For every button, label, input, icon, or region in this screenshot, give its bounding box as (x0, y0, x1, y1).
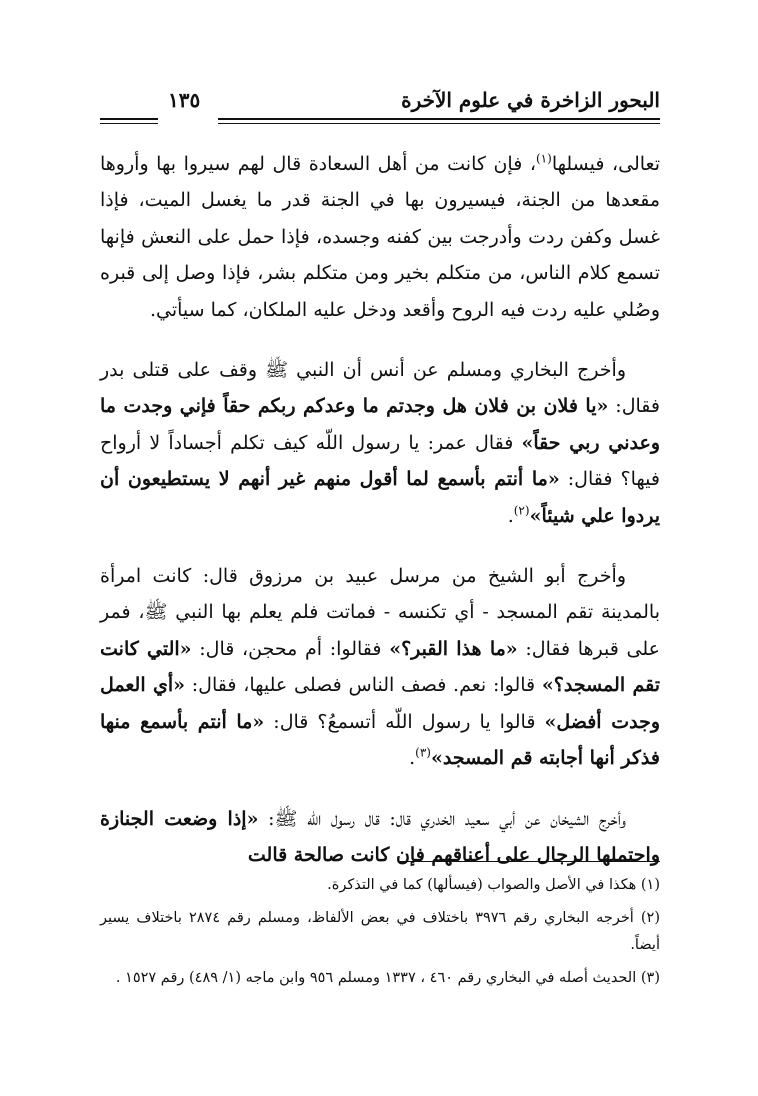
paragraph-text: ، فإن كانت من أهل السعادة قال لهم سيروا بها وأروها مقعدها من الجنة، فيسيرون بها في الجنة قدر ما يغسل الميت، فإذا غسل وكفن ردت وأدرجت بين كفنه وجسده، فإذا حمل على النعش فإنها تسمع كلام الناس، من متكلم بخير ومن متكلم بشر، فإذا وصل إلى قبره وصُلي عليه ردت فيه الروح وأقعد ودخل عليه الملكان، كما سيأتي. (100, 153, 660, 321)
paragraph-text: وأخرج الشيخان عن أبي سعيد الخدري قال: قال رسول اللّه ﷺ: (258, 807, 626, 830)
footnote: (٣) الحديث أصله في البخاري رقم ٤٦٠ ، ١٣٣٧ ومسلم ٩٥٦ وابن ماجه (١/ ٤٨٩) رقم ١٥٢٧ . (115, 970, 660, 986)
paragraph-text: . (507, 504, 514, 527)
book-title: البحور الزاخرة في علوم الآخرة (401, 88, 660, 112)
hadith-quote: «ما هذا القبر؟» (389, 637, 518, 660)
footnote-marker: (٣) (415, 745, 431, 760)
hadith-quote: «ما أنتم بأسمع منها فذكر أنها أجابته قم المسجد» (100, 710, 660, 770)
paragraph-text: تعالى، فيسلها (551, 153, 660, 175)
paragraph-text: قالوا: نعم. فصف الناس فصلى عليها، فقال: (184, 674, 542, 697)
paragraph (100, 801, 660, 874)
paragraph-text: قالوا يا رسول اللّه أتسمعُ؟ قال: (264, 710, 545, 733)
hadith-quote: «إذا وضعت الجنازة واحتملها الرجال على أعناقهم فإن كانت صالحة قالت (100, 807, 660, 866)
hadith-quote: «ما أنتم بأسمع لما أقول منهم غير أنهم لا يستطيعون أن يردوا علي شيئاً» (100, 468, 660, 527)
paragraph (100, 352, 660, 534)
footnote-marker: (١) (535, 151, 552, 166)
paragraph-text: . (409, 747, 416, 770)
header-rule (218, 118, 660, 120)
header-rule-thin (218, 123, 660, 124)
paragraph (100, 558, 660, 776)
page-number: ١٣٥ (168, 88, 201, 112)
hadith-quote: «التي كانت تقم المسجد؟» (100, 637, 660, 697)
hadith-quote: «أي العمل وجدت أفضل» (100, 674, 660, 733)
footnote: (١) هكذا في الأصل والصواب (فيسألها) كما في التذكرة. (327, 877, 660, 893)
footnote-marker: (٢) (513, 503, 530, 518)
page-header (100, 82, 660, 132)
header-rule-short-thin (100, 123, 158, 124)
footnote-separator (400, 861, 660, 862)
hadith-quote: «يا فلان بن فلان هل وجدتم ما وعدكم ربكم حقاً فإني وجدت ما وعدني ربي حقاً» (100, 395, 660, 454)
header-rule-short (100, 118, 158, 120)
paragraph-text: وأخرج البخاري ومسلم عن أنس أن النبي ﷺ وقف على قتلى بدر فقال: (100, 359, 660, 418)
footnote: (٢) أخرجه البخاري رقم ٣٩٧٦ باختلاف في بعض الألفاظ، ومسلم رقم ٢٨٧٤ باختلاف يسير أيضاً. (100, 910, 661, 953)
paragraph-text: وأخرج أبو الشيخ من مرسل عبيد بن مرزوق قال: كانت امرأة بالمدينة تقم المسجد - أي تكنسه - فماتت فلم يعلم بها النبي ﷺ، فمر على قبرها فقال: (100, 565, 661, 660)
paragraph-text: فقالوا: أم محجن، قال: (191, 637, 390, 660)
paragraph (100, 146, 660, 328)
footnotes (100, 872, 660, 998)
main-text (100, 146, 660, 897)
paragraph-text: فقال عمر: يا رسول اللّه كيف تكلم أجساداً لا أرواح فيها؟ فقال: (100, 431, 660, 491)
